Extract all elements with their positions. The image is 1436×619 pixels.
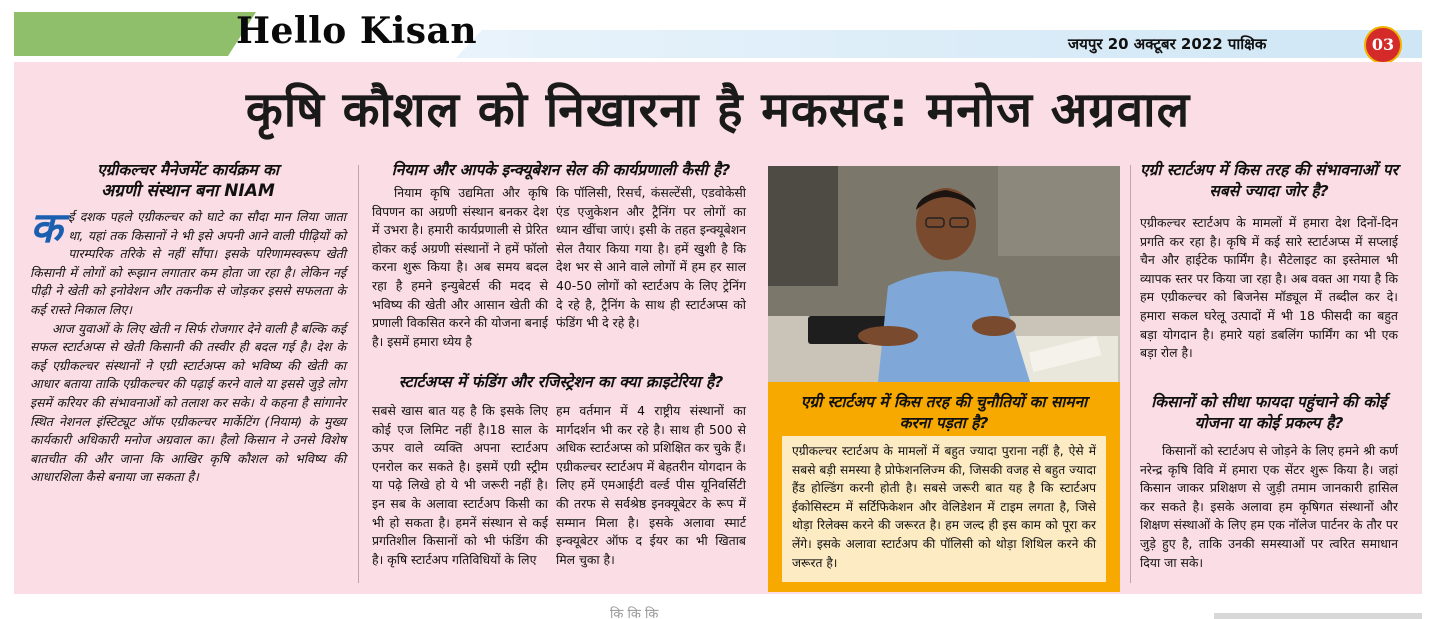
- q1-heading: नियाम और आपके इन्क्यूबेशन सेल की कार्यप्रणाली कैसी है?: [391, 161, 731, 179]
- interview-photo: [768, 166, 1120, 382]
- article-headline: कृषि कौशल को निखारना है मकसद: मनोज अग्रवाल: [245, 82, 1191, 138]
- q2-heading: स्टार्टअप्स में फंडिंग और रजिस्ट्रेशन का क्या क्राइटेरिया है?: [398, 373, 724, 391]
- intro-body: [30, 203, 346, 487]
- q1-right-text: कि पॉलिसी, रिसर्च, कंसल्टेंसी, एडवोकेसी एंड एजुकेशन और ट्रैनिंग पर लोगों का ध्यान खींचा जाएं। इसी के तहत इन्क्यूबेशन सेल तैयार किया गया है। हमें खुशी है कि देश भर से आने वाले लोगों में हम हर साल 40-50 लोगों को स्टार्टअप के लिए ट्रेनिंग दे रहे है, ट्रैनिंग के साथ ही स्टार्टअप्स को फंडिंग भी दे रहे है।: [556, 185, 746, 331]
- q2-block: [366, 372, 756, 393]
- masthead-title: Hello Kisan: [236, 10, 478, 52]
- masthead-date-line: जयपुर 20 अक्टूबर 2022 पाक्षिक: [1068, 35, 1267, 53]
- q2-right-text: हम वर्तमान में 4 राष्ट्रीय संस्थानों का मार्गदर्शन भी कर रहे है। साथ ही 500 से अधिक स्टार्टअप्स को प्रशिक्षित कर चुके हैं। एग्रीकल्चर स्टार्टअप में बेहतरीन योगदान के लिए हमें एमआईटी वर्ल्ड पीस यूनिवर्सिटी की तरफ से सर्वश्रेष्ठ इनक्यूबेटर के रूप में सम्मान मिला है। इसके अलावा स्मार्ट इन्क्यूबेटर ऑफ द ईयर का भी खिताब मिल चुका है।: [556, 403, 746, 567]
- column-rule: [1130, 165, 1131, 583]
- intro-column: [30, 160, 346, 487]
- q1-block: [366, 160, 756, 181]
- column-rule: [358, 165, 359, 583]
- q5-text: किसानों को स्टार्टअप से जोड़ने के लिए हमने श्री कर्ण नरेन्द्र कृषि विवि में हमारा एक सेंटर शुरू किया है। जहां किसान जाकर प्रशिक्षण से जुड़ी तमाम जानकारी हासिल कर सकते है। इसके अलावा हम कृषिगत संस्थानों और शिक्षण संस्थाओं के लिए हम एक नॉलेज पार्टनर के तौर पर जुड़े हुए है, ताकि उनकी समस्याओं पर त्वरित समाधान दिया जा सके।: [1140, 443, 1398, 570]
- intro-heading-line1: एग्रीकल्चर मैनेजमेंट कार्यक्रम का: [97, 161, 279, 179]
- masthead-blue-band: [482, 30, 1422, 58]
- challenges-box-inner: [782, 436, 1106, 582]
- challenges-box: [768, 382, 1120, 592]
- masthead-green-band: [14, 12, 228, 56]
- next-article-headline-partial: कि कि कि: [610, 607, 659, 619]
- q4-block: [1140, 160, 1398, 363]
- intro-paragraph-1: ई दशक पहले एग्रीकल्चर को घाटे का सौदा मान लिया जाता था, यहां तक किसानों ने भी इसे अपनी आने वाली पीढ़ियों को पारम्परिक तरिके से नहीं सौंपा। इसके परिणामस्वरूप खेती किसानी में लोगों को रूझान लगातार कम होता जा रहा है। लेकिन नई पीढ़ी ने खेती को इनोवेशन और तकनीक से जोड़कर इससे सफलता के कई रास्ते निकाल लिए।: [30, 209, 346, 317]
- interview-photo-illustration: [768, 166, 1120, 382]
- q3-text: एग्रीकल्चर स्टार्टअप के मामलों में बहुत ज्यादा पुराना नहीं है, ऐसे में सबसे बड़ी समस्या है प्रोफेशनलिज्म की, जिसकी वजह से बहुत ज्यादा हैंड होल्डिंग करनी होती है। सबसे जरूरी बात यह है कि स्टार्टअप ईकोसिस्टम में सर्टिफिकेशन और वेलिडेशन में टाइम लगता है, जिसे थोड़ा रिलेक्स करने की जरूरत है। हम जल्द ही इस काम को पूरा कर लेंगे। इसके अलावा स्टार्टअप की पॉलिसी को थोड़ा शिथिल करने की जरूरत है।: [792, 444, 1096, 570]
- q1-left-text: नियाम कृषि उद्यमिता और कृषि विपणन का अग्रणी संस्थान बनकर देश में उभरा है। हमारी कार्यप्रणाली से प्रेरित होकर कई अग्रणी संस्थानों ने हमें फॉलो करना शुरू किया है। अब समय बदल रहा है हमने इन्युबेटर्स की मदद से भविष्य की खेती और आसान खेती की प्रणाली विकसित करने की योजना बनाई है। इसमें हमारा ध्येय है: [372, 185, 548, 349]
- q4-heading: एग्री स्टार्टअप में किस तरह की संभावनाओं पर सबसे ज्यादा जोर है?: [1140, 161, 1399, 200]
- intro-heading-line2: अग्रणी संस्थान बना NIAM: [101, 181, 275, 201]
- drop-cap: क: [30, 203, 63, 252]
- q3-heading: एग्री स्टार्टअप में किस तरह की चुनौतियों का सामना करना पड़ता है?: [800, 393, 1088, 432]
- bottom-gray-bar: [1214, 613, 1422, 619]
- page-number-badge: 03: [1364, 26, 1402, 64]
- q5-heading: किसानों को सीधा फायदा पहुंचाने की कोई योजना या कोई प्रकल्प है?: [1151, 393, 1387, 432]
- intro-paragraph-2: आज युवाओं के लिए खेती न सिर्फ रोजगार देने वाली है बल्कि कई सफल स्टार्टअप्स से खेती किसानी की तस्वीर ही बदल गई है। देश के कई एग्रीकल्चर संस्थानों ने एग्री स्टार्टअप्स को भविष्य की खेती का आधार बताया ताकि एग्रीकल्चर की पढ़ाई करने वाले या इससे जुड़े लोग इसमें करियर की संभावनाओं को तलाश कर सके। ये कहना है सांगानेर स्थित नेशनल इंस्टिट्यूट ऑफ एग्रीकल्चर मार्केटिंग (नियाम) के मुख्य कार्यकारी अधिकारी मनोज अग्रवाल का। हैलो किसान ने उनसे विशेष बातचीत की और जाना कि आखिर कृषि कौशल को भविष्य की आधारशिला कैसे बनाया जा सकता है।: [30, 320, 346, 485]
- q2-left-text: सबसे खास बात यह है कि इसके लिए कोई एज लिमिट नहीं है।18 साल के ऊपर वाले व्यक्ति अपना स्टार्टअप एनरोल कर सकते है। इसमें एग्री स्ट्रीम या पढ़े लिखे हो ये भी जरूरी नहीं है। इन सब के अलावा स्टार्टअप किसी का भी हो सकता है। हमनें संस्थान से कई प्रगतिशील किसानों को भी फंडिंग की है। कृषि स्टार्टअप गतिविधियों के लिए: [372, 403, 548, 567]
- q4-text: एग्रीकल्चर स्टार्टअप के मामलों में हमारा देश दिनों-दिन प्रगति कर रहा है। कृषि में कई सारे स्टार्टअप्स में सप्लाई चैन और हाईटेक फार्मिंग है। सैटेलाइट का इस्तेमाल भी व्यापक स्तर पर किया जा रहा है। अब वक्त आ गया है कि हम एग्रीकल्चर को बिजनेस मॉड्यूल में तब्दील कर दे। हमारा सकल घरेलू उत्पादों में भी 18 फीसदी का बहुत बड़ा योगदान है। हमारे यहां डबलिंग फार्मिंग का भी एक बड़ा रोल है।: [1140, 215, 1398, 361]
- q5-block: [1140, 392, 1398, 572]
